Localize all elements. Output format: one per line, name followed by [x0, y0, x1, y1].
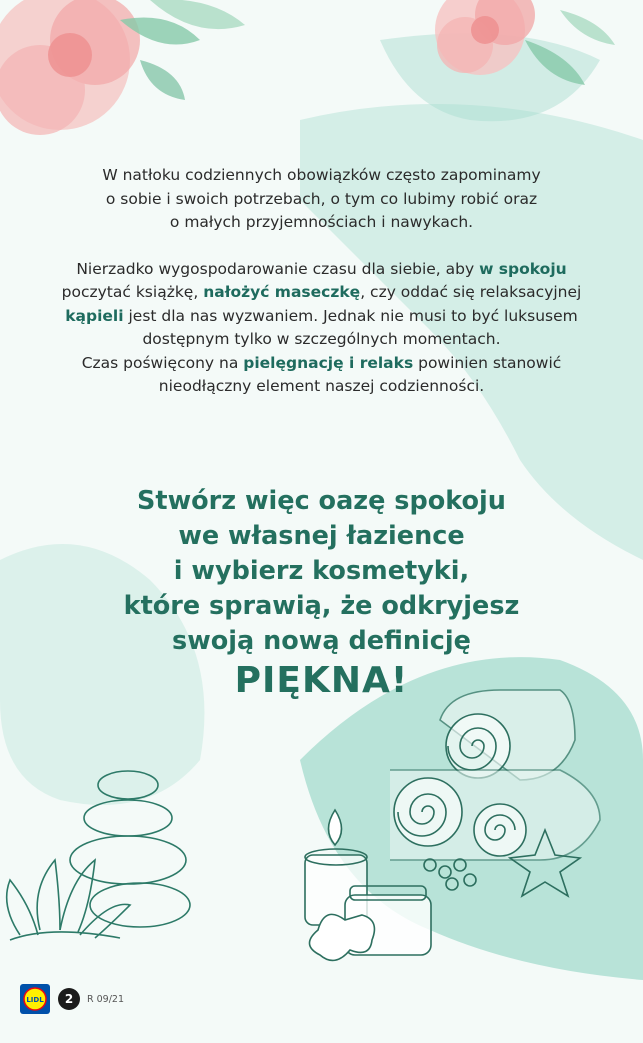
- headline: [40, 484, 603, 659]
- intro-line: Czas poświęcony na pielęgnację i relaks powinien stanowić: [81, 353, 562, 372]
- flower-icon: [0, 0, 245, 135]
- intro-line: poczytać książkę, nałożyć maseczkę, czy oddać się relaksacyjnej: [61, 283, 582, 301]
- headline-line: Stwórz więc oazę spokoju: [137, 486, 506, 516]
- highlight-text: kąpieli: [65, 306, 124, 325]
- edition-code: R 09/21: [87, 993, 124, 1005]
- highlight-text: nałożyć maseczkę: [203, 283, 361, 301]
- page-number: 2: [58, 988, 80, 1010]
- intro-line: dostępnym tylko w szczególnych momentach.: [142, 330, 501, 348]
- intro-line: W natłoku codziennych obowiązków często zapominamy: [102, 166, 541, 184]
- intro-line: nieodłączny element naszej codzienności.: [158, 377, 485, 395]
- intro-text: [40, 164, 603, 399]
- intro-line: o sobie i swoich potrzebach, o tym co lubimy robić oraz: [105, 189, 538, 208]
- intro-line: kąpieli jest dla nas wyzwaniem. Jednak nie musi to być luksusem: [65, 306, 578, 325]
- headline-line: które sprawią, że odkryjesz: [123, 591, 520, 621]
- intro-paragraph-1: [40, 164, 603, 235]
- intro-line: o małych przyjemnościach i nawykach.: [169, 213, 474, 231]
- page-footer: [20, 984, 124, 1014]
- headline-emphasis: PIĘKNA!: [234, 660, 409, 701]
- headline-line: i wybierz kosmetyki,: [173, 556, 470, 586]
- highlight-text: w spokoju: [479, 259, 567, 278]
- intro-line: Nierzadko wygospodarowanie czasu dla siebie, aby w spokoju: [76, 259, 567, 278]
- intro-paragraph-2: [40, 258, 603, 399]
- lidl-logo: [20, 984, 50, 1014]
- headline-line: we własnej łazience: [178, 521, 465, 551]
- svg-text:LIDL: LIDL: [26, 996, 44, 1004]
- highlight-text: pielęgnację i relaks: [243, 353, 414, 372]
- headline-line: swoją nową definicję: [172, 626, 471, 656]
